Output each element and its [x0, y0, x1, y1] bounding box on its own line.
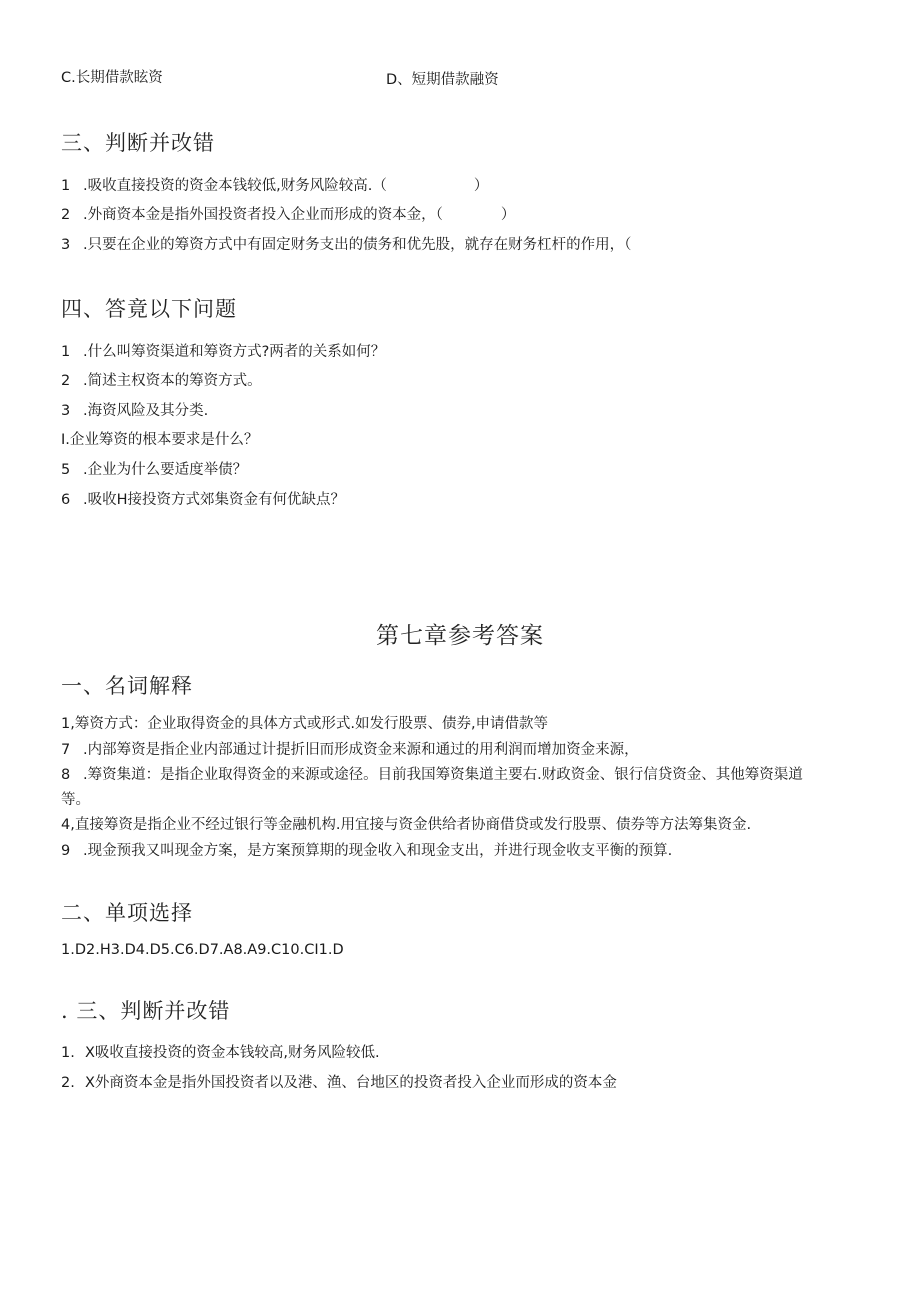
item-text: .内部筹资是指企业内部通过计提折旧而形成资金来源和通过的用利润而增加资金来源，: [83, 742, 639, 758]
item-number: 2: [61, 373, 71, 389]
question-item-4: [61, 430, 258, 450]
item-number: 3: [61, 237, 71, 253]
option-c: C.长期借款眩资: [61, 70, 163, 86]
item-number: 1: [61, 178, 71, 194]
item-number: 1: [61, 344, 71, 360]
item-text: .企业为什么要适度举债？: [83, 462, 248, 478]
item-text: .现金预我又叫现金方案，是方案预算期的现金收入和现金支出，并进行现金收支平衡的预算.: [83, 843, 673, 859]
item-text: .海资风险及其分类.: [83, 403, 209, 419]
option-d: D、短期借款融资: [386, 72, 499, 88]
item-number: 8: [61, 767, 71, 783]
term-answer-3: [61, 765, 803, 785]
term-answer-1: [61, 714, 548, 734]
answers-heading-terms: 一、名词解释: [61, 674, 193, 698]
item-text: .外商资本金是指外国投资者投入企业而形成的资本金，（ ）: [83, 207, 516, 223]
answers-heading-judge: . 三、判断并改错: [61, 999, 231, 1023]
judge-answer-2: [61, 1073, 617, 1093]
chapter-answers-title: 第七章参考答案: [376, 623, 544, 649]
item-number: 7: [61, 742, 71, 758]
question-item-2: [61, 371, 262, 391]
term-answer-3-continued: [61, 790, 90, 810]
question-item-5: [61, 460, 247, 480]
item-text: .筹资集道：是指企业取得资金的来源或途径。目前我国筹资集道主要右.财政资金、银行信贷资金、其他筹资渠道: [83, 767, 803, 783]
item-number: 6: [61, 492, 71, 508]
item-number: 3: [61, 403, 71, 419]
judge-item-1: [61, 176, 488, 196]
section-heading-judge: 三、判断并改错: [61, 131, 215, 155]
question-item-1: [61, 342, 385, 362]
section-heading-questions: 四、答竟以下问题: [61, 297, 237, 321]
item-text: .吸收直接投资的资金本钱较低,财务风险较高.（ ）: [83, 178, 489, 194]
item-text: I.企业筹资的根本要求是什么？: [61, 432, 259, 448]
term-answer-2: [61, 740, 639, 760]
item-text: 等。: [61, 792, 90, 808]
item-number: 1.: [61, 1045, 75, 1061]
judge-answer-1: [61, 1043, 380, 1063]
answers-heading-single-choice: 二、单项选择: [61, 901, 193, 925]
item-text: .只要在企业的筹资方式中有固定财务支出的债务和优先股，就存在财务杠杆的作用，（: [83, 237, 632, 253]
item-number: 2: [61, 207, 71, 223]
item-text: 1,筹资方式：企业取得资金的具体方式或形式.如发行股票、债券,申请借款等: [61, 716, 549, 732]
judge-item-2: [61, 205, 515, 225]
item-number: 5: [61, 462, 71, 478]
item-text: .什么叫筹资渠道和筹资方式?两者的关系如何？: [83, 344, 386, 360]
item-text: X外商资本金是指外国投资者以及港、渔、台地区的投资者投入企业而形成的资本金: [85, 1075, 617, 1091]
judge-item-3: [61, 235, 631, 255]
item-text: 4,直接筹资是指企业不经过银行等金融机构.用宜接与资金供给者协商借贷或发行股票、债券等方法筹集资金.: [61, 817, 752, 833]
question-item-6: [61, 490, 345, 510]
item-number: 9: [61, 843, 71, 859]
item-text: X吸收直接投资的资金本钱较高,财务风险较低.: [85, 1045, 380, 1061]
term-answer-4: [61, 815, 751, 835]
item-text: .简述主权资本的筹资方式。: [83, 373, 262, 389]
question-item-3: [61, 401, 208, 421]
term-answer-5: [61, 841, 672, 861]
item-text: .吸收H接投资方式郊集资金有何优缺点？: [83, 492, 346, 508]
single-choice-answers: 1.D2.H3.D4.D5.C6.D7.A8.A9.C10.CI1.D: [61, 942, 344, 958]
item-number: 2.: [61, 1075, 75, 1091]
